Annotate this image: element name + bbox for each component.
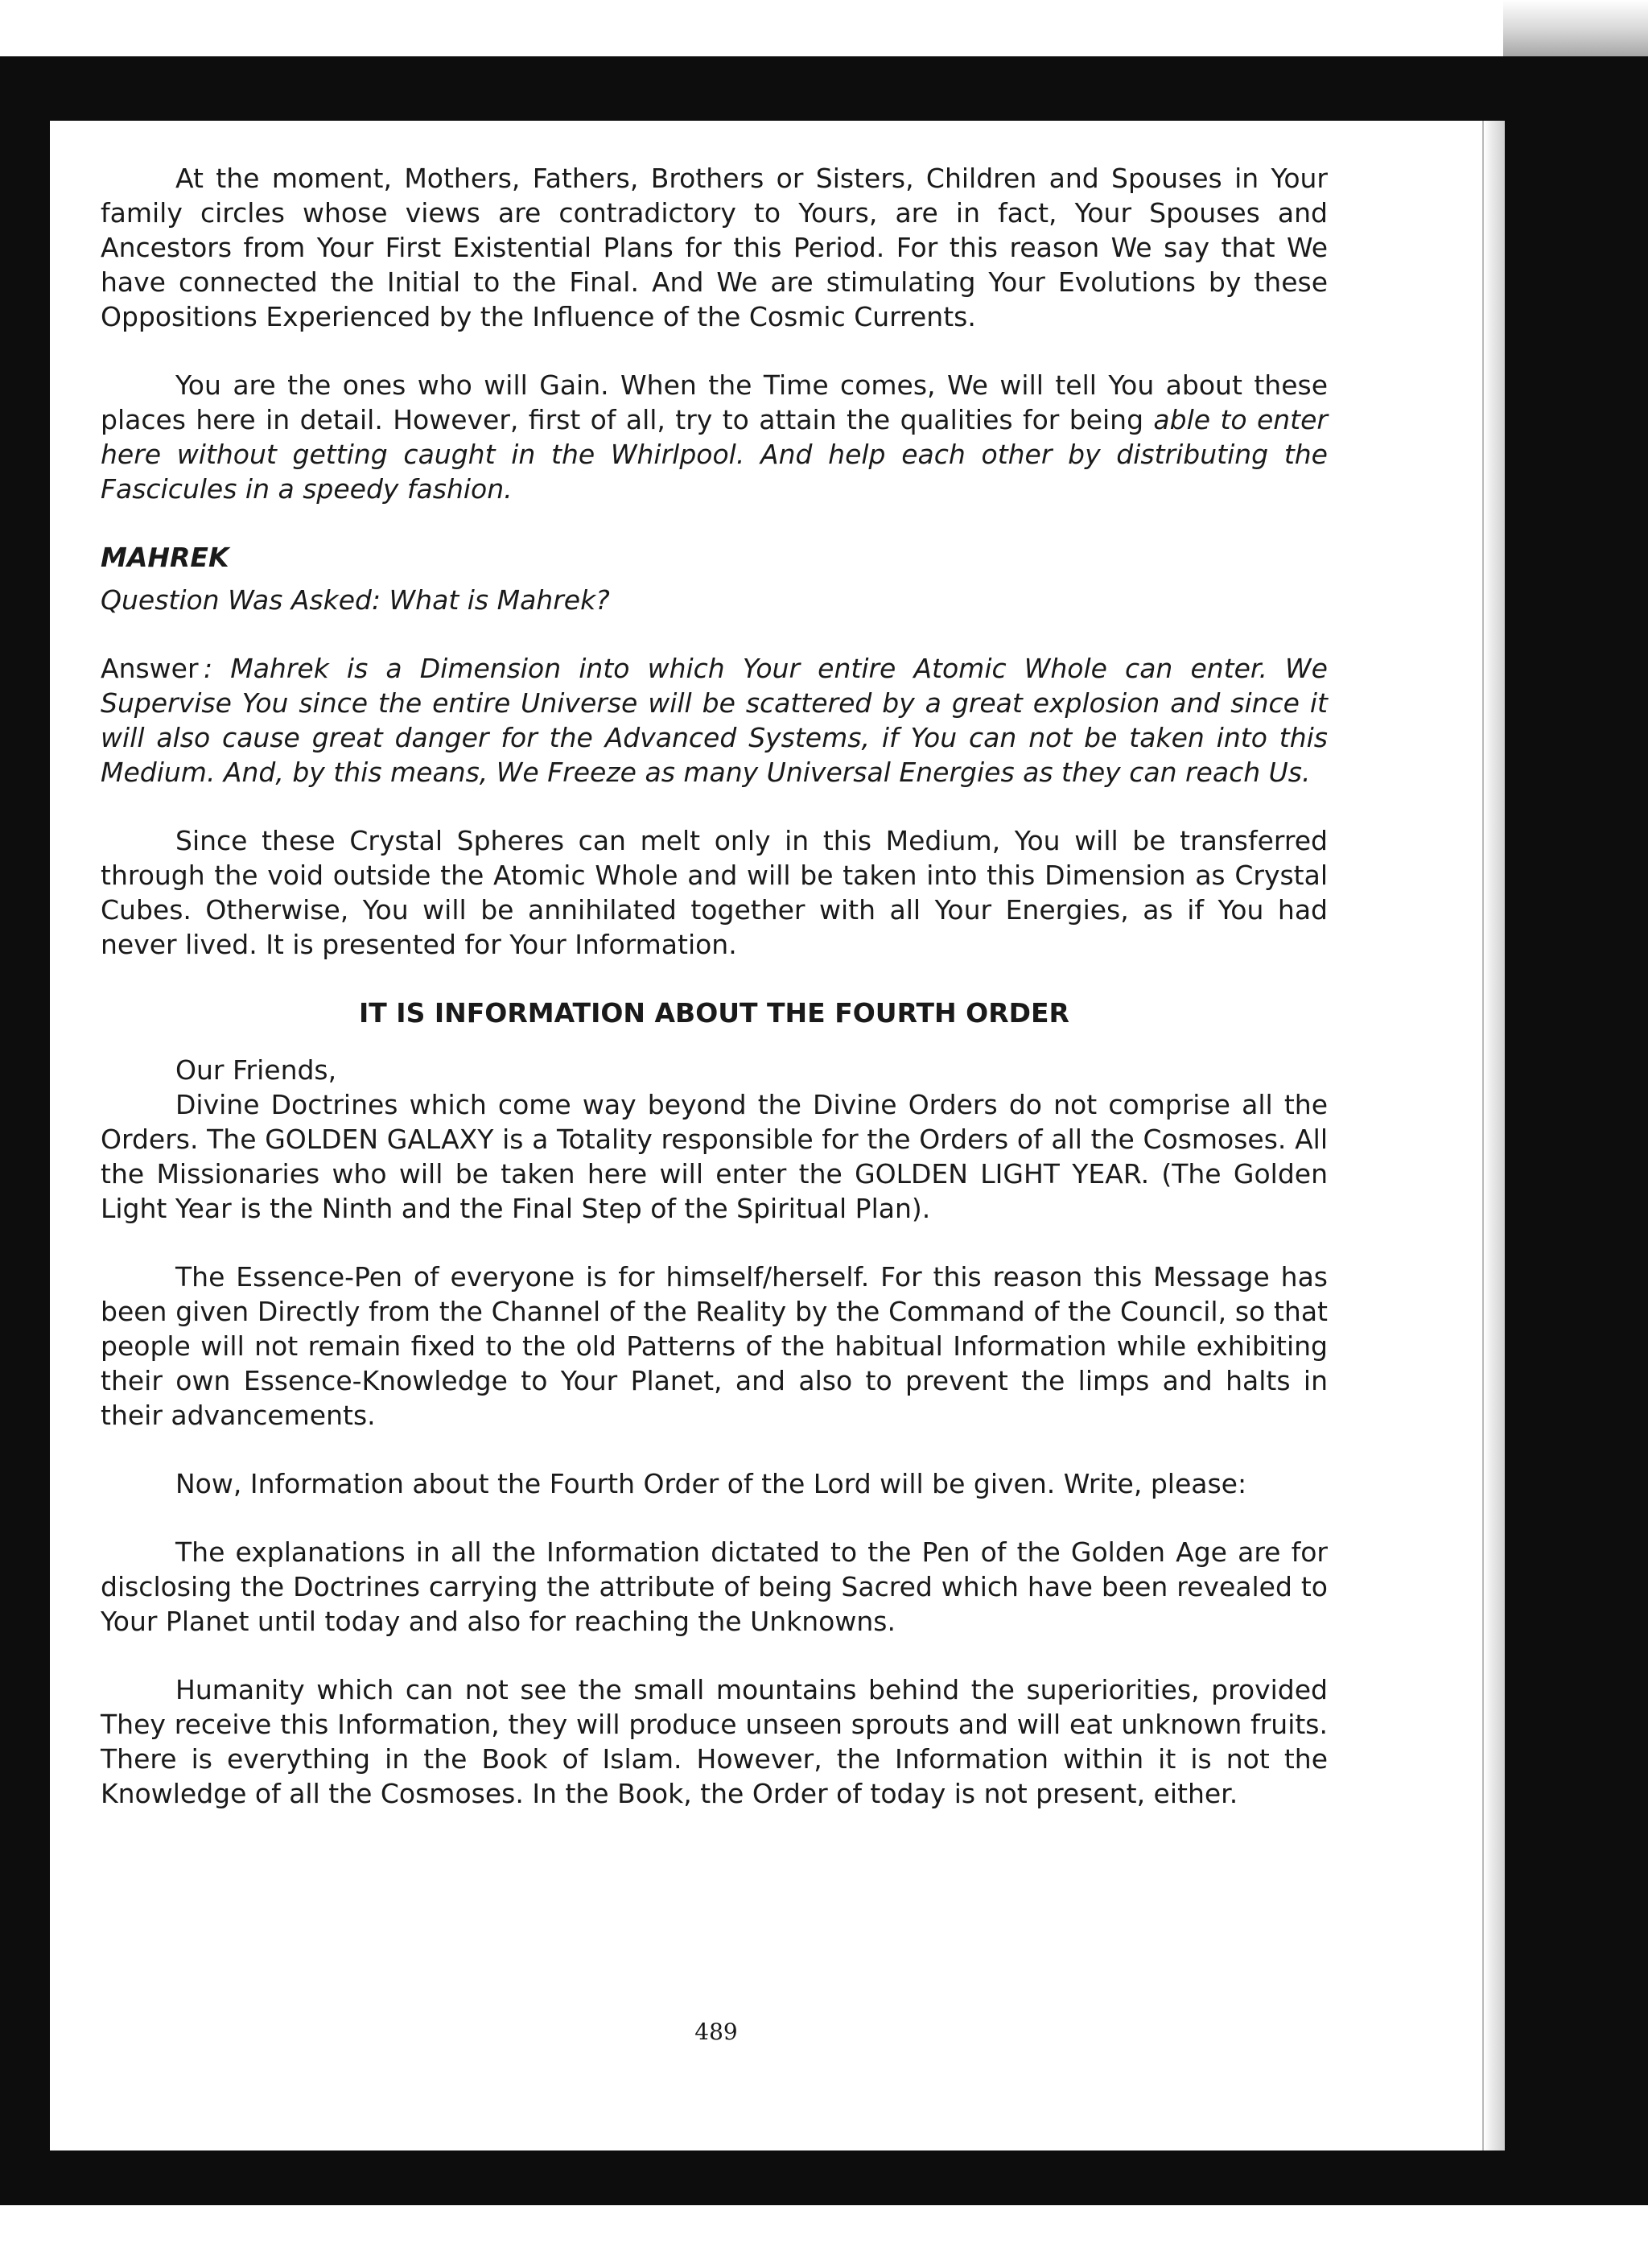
answer-label: Answer <box>101 653 199 684</box>
paragraph-gain-plain: You are the ones who will Gain. When the Time comes, We will tell You about these places here in detail. However, first of all, try to attain the qualities for being <box>101 369 1328 435</box>
scan-border-top <box>0 56 1648 121</box>
paragraph-humanity: Humanity which can not see the small mountains behind the superiorities, provided They receive this Information, they will produce unseen sprouts and will eat unknown fruits. There is everything in the Book of Islam. However, the Information within it is not the Knowledge of all the Cosmoses. In the Book, the Order of today is not present, either. <box>101 1674 1328 1809</box>
scan-border-bottom <box>0 2150 1648 2205</box>
scan-border-left <box>0 56 50 2173</box>
salutation: Our Friends, <box>175 1054 337 1086</box>
paragraph-divine-doctrines: Divine Doctrines which come way beyond the Divine Orders do not comprise all the Orders. The GOLDEN GALAXY is a Totality responsible for the Orders of all the Cosmoses. All the Missionaries who will be taken here will enter the GOLDEN LIGHT YEAR. (The Golden Light Year is the Ninth and the Final Step of the Spiritual Plan). <box>101 1089 1328 1224</box>
scan-border-right <box>1503 56 1648 2173</box>
paragraph-gain-italic: able to enter here without getting caught in the Whirlpool. And help each other by distributing the Fascicules in a speedy fashion. <box>101 404 1328 505</box>
page-edge-shadow <box>1482 121 1505 2150</box>
paragraph-crystal-spheres: Since these Crystal Spheres can melt only in this Medium, You will be transferred through the void outside the Atomic Whole and will be taken into this Dimension as Crystal Cubes. Otherwise, You will be annihilated together with all Your Energies, as if You had never lived. It is presented for Your Information. <box>101 825 1328 960</box>
paragraph-explanations: The explanations in all the Information dictated to the Pen of the Golden Age are for disclosing the Doctrines carrying the attribute of being Sacred which have been revealed to Your Planet until today and also for reaching the Unknowns. <box>101 1536 1328 1637</box>
answer-text: : Mahrek is a Dimension into which Your entire Atomic Whole can enter. We Supervise You since the entire Universe will be scattered by a great explosion and since it will also cause great danger for the Advanced Systems, if You can not be taken into this Medium. And, by this means, We Freeze as many Universal Energies as they can reach Us. <box>101 653 1328 788</box>
page-number: 489 <box>694 2019 738 2045</box>
paragraph-essence-pen: The Essence-Pen of everyone is for himself/herself. For this reason this Message has been given Directly from the Channel of the Reality by the Command of the Council, so that people will not remain fixed to the old Patterns of the habitual Information while exhibiting their own Essence-Knowledge to Your Planet, and also to prevent the limps and halts in their advancements. <box>101 1261 1328 1431</box>
page-body <box>101 161 1328 1845</box>
fourth-order-heading: IT IS INFORMATION ABOUT THE FOURTH ORDER <box>359 997 1069 1029</box>
paragraph-fourth-order-intro: Now, Information about the Fourth Order of the Lord will be given. Write, please: <box>175 1468 1247 1499</box>
answer-paragraph <box>101 651 1328 790</box>
paragraph-gain <box>101 368 1328 506</box>
mahrek-heading: MAHREK <box>101 542 229 573</box>
paragraph-family-circles: At the moment, Mothers, Fathers, Brothers or Sisters, Children and Spouses in Your family circles whose views are contradictory to Yours, are in fact, Your Spouses and Ancestors from Your First Existential Plans for this Period. For this reason We say that We have connected the Initial to the Final. And We are stimulating Your Evolutions by these Oppositions Experienced by the Influence of the Cosmic Currents. <box>101 163 1328 332</box>
question-line: Question Was Asked: What is Mahrek? <box>101 584 610 616</box>
